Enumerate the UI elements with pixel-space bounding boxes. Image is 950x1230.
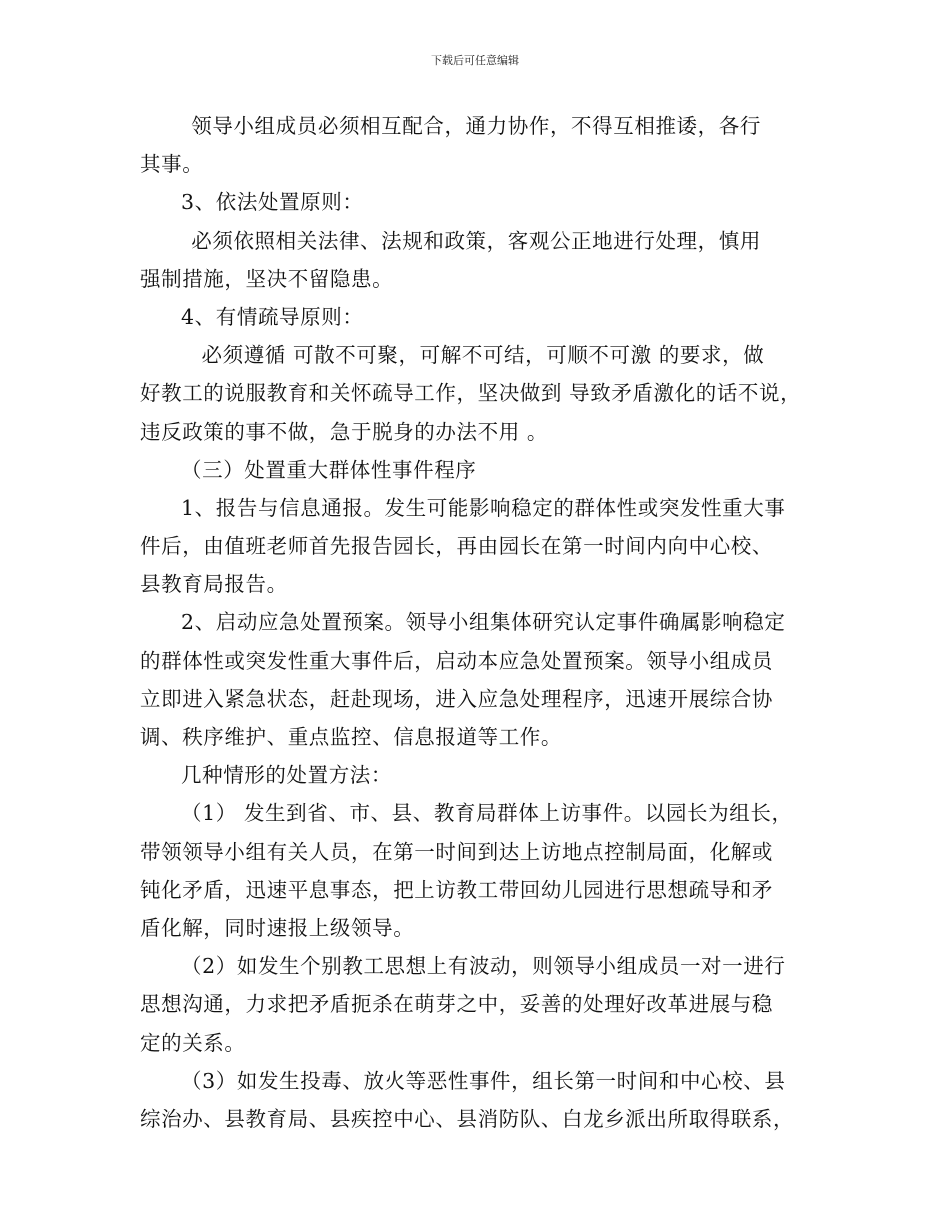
text-line: 立即进入紧急状态，赶赴现场，进入应急处理程序，迅速开展综合协 <box>140 686 773 711</box>
text-line: 盾化解，同时速报上级领导。 <box>140 915 415 940</box>
text-line: 领导小组成员必须相互配合，通力协作，不得互相推诿，各行 <box>191 114 761 138</box>
page-header: 下载后可任意编辑 <box>431 54 519 67</box>
text-line: 必须依照相关法律、法规和政策，客观公正地进行处理，慎用 <box>191 228 761 253</box>
section-heading: （三）处置重大群体性事件程序 <box>181 457 477 482</box>
text-line: 1、报告与信息通报。发生可能影响稳定的群体性或突发性重大事 <box>181 495 786 520</box>
text-line: 几种情形的处置方法： <box>181 763 392 788</box>
text-line: 综治办、县教育局、县疾控中心、县消防队、白龙乡派出所取得联系， <box>140 1106 795 1131</box>
text-line: （2）如发生个别教工思想上有波动，则领导小组成员一对一进行 <box>181 954 786 979</box>
text-line: 件后，由值班老师首先报告园长，再由园长在第一时间内向中心校、 <box>140 534 773 559</box>
text-line: 4、有情疏导原则： <box>181 304 364 329</box>
document-body <box>140 107 812 1138</box>
text-line: 必须遵循 可散不可聚，可解不可结，可顺不可激 的要求，做 <box>201 343 765 368</box>
text-line: 县教育局报告。 <box>140 572 288 597</box>
text-line: 强制措施，坚决不留隐患。 <box>140 266 394 291</box>
text-line: （1） 发生到省、市、县、教育局群体上访事件。以园长为组长， <box>181 801 793 826</box>
text-line: 好教工的说服教育和关怀疏导工作，坚决做到 导致矛盾激化的话不说， <box>140 381 802 406</box>
text-line: 调、秩序维护、重点监控、信息报道等工作。 <box>140 725 562 749</box>
text-line: 带领领导小组有关人员，在第一时间到达上访地点控制局面，化解或 <box>140 839 773 864</box>
text-line: 违反政策的事不做，急于脱身的办法不用 。 <box>140 419 549 444</box>
text-line: （3）如发生投毒、放火等恶性事件，组长第一时间和中心校、县 <box>181 1068 786 1093</box>
text-line: 定的关系。 <box>140 1030 246 1055</box>
text-line: 3、依法处置原则： <box>181 190 364 215</box>
text-line: 其事。 <box>140 152 204 177</box>
text-line: 钝化矛盾，迅速平息事态，把上访教工带回幼儿园进行思想疏导和矛 <box>140 877 773 902</box>
text-line: 2、启动应急处置预案。领导小组集体研究认定事件确属影响稳定 <box>181 610 786 635</box>
text-line: 思想沟通，力求把矛盾扼杀在萌芽之中，妥善的处理好改革进展与稳 <box>140 992 773 1017</box>
text-line: 的群体性或突发性重大事件后，启动本应急处置预案。领导小组成员 <box>140 648 773 673</box>
